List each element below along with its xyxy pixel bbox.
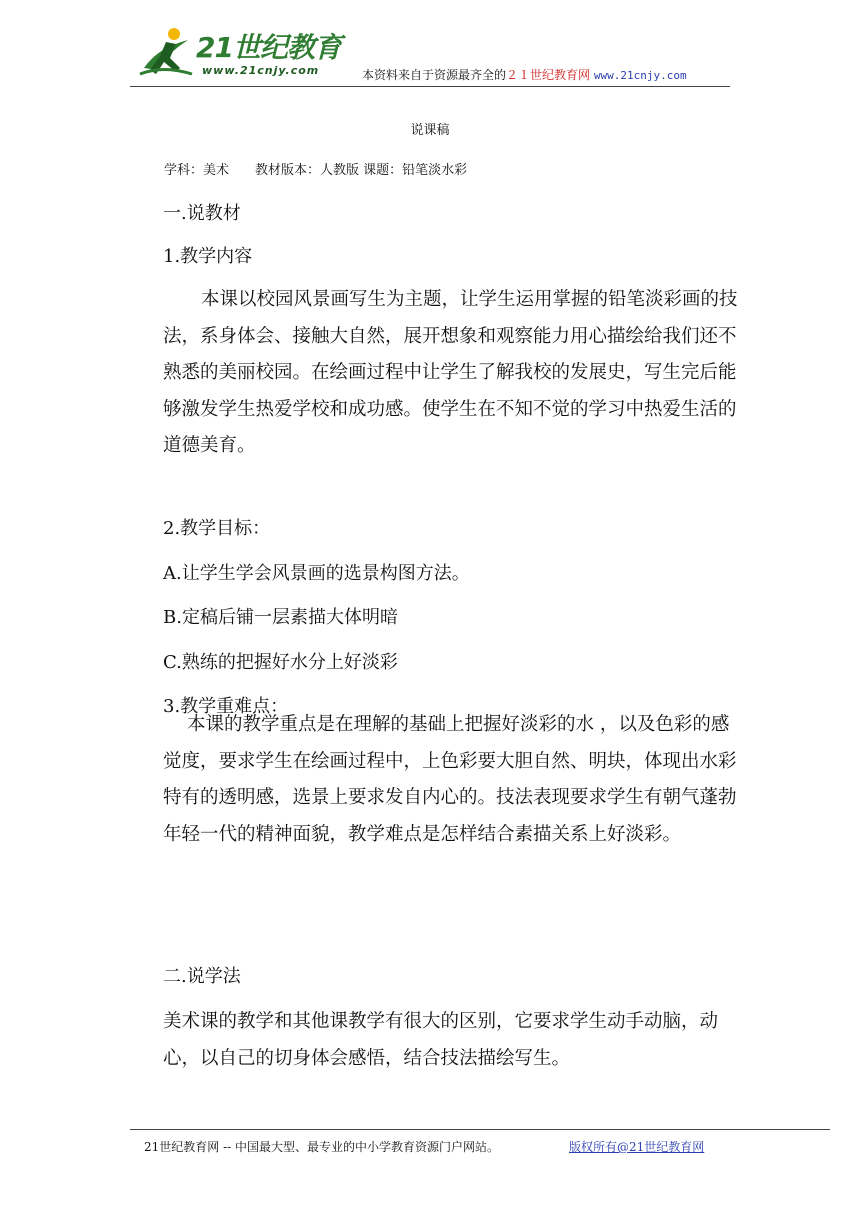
subheading-key-points: 3.教学重难点：	[163, 696, 289, 717]
section-heading-learning-method: 二.说学法	[163, 966, 241, 987]
footer-divider	[130, 1129, 830, 1130]
site-logo[interactable]	[136, 22, 346, 84]
paragraph-learning-method: 美术课的教学和其他课教学有很大的区别，它要求学生动手动脑，动心，以自己的切身体会感悟，结合技法描绘写生。	[163, 1011, 719, 1069]
section-heading-textbook: 一.说教材	[163, 203, 241, 224]
subheading-teaching-content: 1.教学内容	[163, 246, 253, 267]
page-header	[130, 22, 730, 86]
subheading-teaching-goals: 2.教学目标：	[163, 518, 271, 539]
header-source-note	[362, 66, 687, 83]
goal-item-b: B.定稿后铺一层素描大体明暗	[163, 607, 398, 628]
logo-url: www.21cnjy.com	[202, 64, 320, 77]
course-meta: 学科：美术 教材版本：人教版 课题：铅笔淡水彩	[164, 163, 468, 178]
footer-copyright-link[interactable]: 版权所有@21世纪教育网	[569, 1140, 705, 1154]
paragraph-teaching-content: 本课以校园风景画写生为主题，让学生运用掌握的铅笔淡彩画的技法，系身体会、接触大自然，展开想象和观察能力用心描绘给我们还不熟悉的美丽校园。在绘画过程中让学生了解我校的发展史，写生完后能够激发学生热爱学校和成功感。使学生在不知不觉的学习中热爱生活的道德美育。	[163, 289, 738, 456]
goal-item-a: A.让学生学会风景画的选景构图方法。	[163, 563, 470, 584]
footer-site-description: 21世纪教育网 -- 中国最大型、最专业的中小学教育资源门户网站。	[144, 1140, 500, 1154]
header-url-link[interactable]: www.21cnjy.com	[593, 69, 687, 82]
logo-title: 21世纪教育	[196, 31, 341, 64]
header-note-prefix: 本资料来自于资源最齐全的	[362, 68, 507, 82]
paragraph-key-points: 本课的教学重点是在理解的基础上把握好淡彩的水 ，以及色彩的感觉度，要求学生在绘画过程中，上色彩要大胆自然、明块，体现出水彩特有的透明感，选景上要求发自内心的。技法表现要求学生有朝气蓬勃年轻一代的精神面貌，教学难点是怎样结合素描关系上好淡彩。	[163, 714, 737, 845]
page-title: 说课稿	[410, 123, 450, 138]
header-site-link[interactable]: ２１世纪教育网	[506, 68, 591, 82]
header-divider	[130, 86, 730, 87]
goal-item-c: C.熟练的把握好水分上好淡彩	[163, 652, 398, 673]
runner-logo-icon	[136, 24, 196, 80]
